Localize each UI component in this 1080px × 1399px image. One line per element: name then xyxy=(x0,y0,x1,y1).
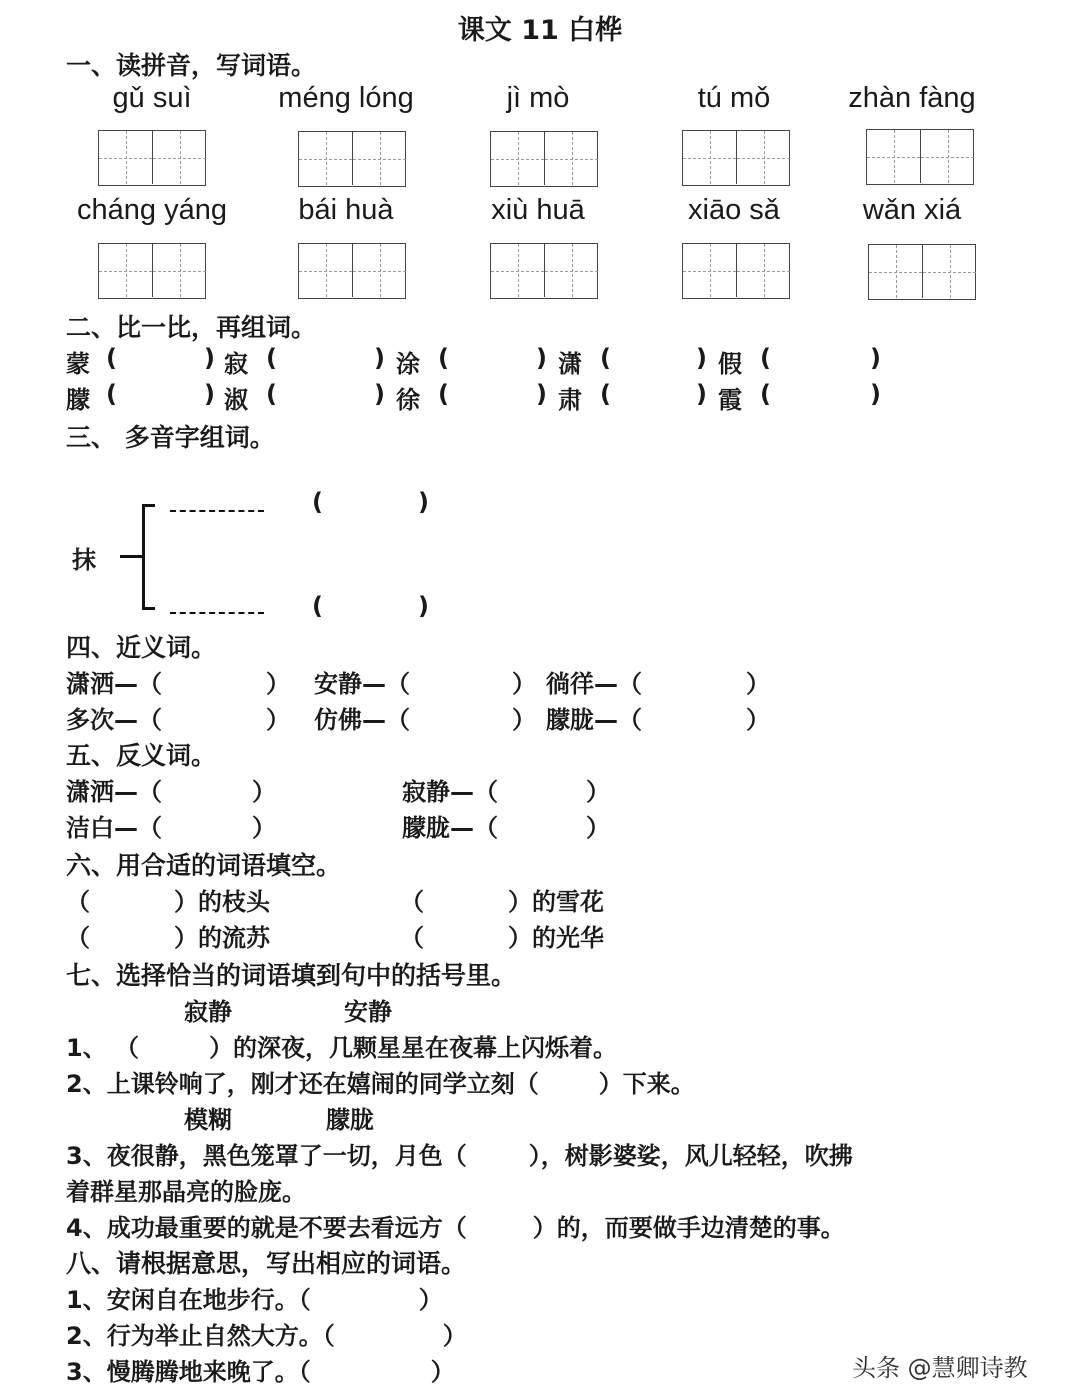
pinyin-2: méng lóng xyxy=(278,82,414,114)
pinyin-6: cháng yáng xyxy=(77,194,227,226)
section-3-heading: 三、 多音字组词。 xyxy=(66,423,275,452)
writing-grid[interactable] xyxy=(868,244,976,300)
writing-grid[interactable] xyxy=(298,131,406,187)
question-2: 2、上课铃响了，刚才还在嬉闹的同学立刻（ ）下来。 xyxy=(66,1070,695,1098)
pinyin-5: zhàn fàng xyxy=(848,82,976,114)
word-option: 安静 xyxy=(344,998,392,1026)
pinyin-4: tú mǒ xyxy=(697,82,771,114)
word-option: 朦胧 xyxy=(326,1106,374,1134)
section-1-heading: 一、读拼音，写词语。 xyxy=(66,51,317,80)
pinyin-1: gǔ suì xyxy=(112,82,192,114)
section-6-heading: 六、用合适的词语填空。 xyxy=(66,851,342,880)
section-7-heading: 七、选择恰当的词语填到句中的括号里。 xyxy=(66,961,517,990)
section-5-heading: 五、反义词。 xyxy=(66,741,217,770)
definition-2: 2、行为举止自然大方。（ ） xyxy=(66,1322,467,1350)
writing-grid[interactable] xyxy=(98,243,206,299)
brace-icon xyxy=(142,504,155,610)
pinyin-8: xiù huā xyxy=(491,194,585,226)
page-title: 课文 11 白桦 xyxy=(457,15,623,46)
writing-grid[interactable] xyxy=(682,130,790,186)
definition-1: 1、安闲自在地步行。（ ） xyxy=(66,1286,443,1314)
pinyin-7: bái huà xyxy=(298,194,394,226)
word-option: 寂静 xyxy=(184,998,232,1026)
writing-grid[interactable] xyxy=(98,130,206,186)
section-4-heading: 四、近义词。 xyxy=(66,633,217,662)
brace-stem xyxy=(120,555,142,558)
polyphone-char: 抹 xyxy=(72,546,96,574)
pinyin-9: xiāo sǎ xyxy=(688,194,780,226)
writing-grid[interactable] xyxy=(682,243,790,299)
definition-3: 3、慢腾腾地来晚了。（ ） xyxy=(66,1358,455,1386)
section-2-heading: 二、比一比，再组词。 xyxy=(66,313,317,342)
writing-grid[interactable] xyxy=(490,243,598,299)
writing-grid[interactable] xyxy=(298,243,406,299)
writing-grid[interactable] xyxy=(490,131,598,187)
answer-blank-2[interactable] xyxy=(170,612,264,614)
section-8-heading: 八、请根据意思，写出相应的词语。 xyxy=(66,1249,467,1278)
writing-grid[interactable] xyxy=(866,129,974,185)
question-4: 4、成功最重要的就是不要去看远方（ ）的，而要做手边清楚的事。 xyxy=(66,1214,845,1242)
question-1: 1、 （ ）的深夜，几颗星星在夜幕上闪烁着。 xyxy=(66,1034,618,1062)
question-3: 3、夜很静，黑色笼罩了一切，月色（ ），树影婆娑，风儿轻轻，吹拂 xyxy=(66,1142,853,1170)
pinyin-3: jì mò xyxy=(506,82,570,114)
answer-blank-1[interactable] xyxy=(170,510,264,512)
question-3-cont: 着群星那晶亮的脸庞。 xyxy=(66,1178,306,1206)
watermark: 头条 @慧卿诗教 xyxy=(852,1354,1028,1382)
word-option: 模糊 xyxy=(184,1106,232,1134)
pinyin-10: wǎn xiá xyxy=(862,194,962,226)
